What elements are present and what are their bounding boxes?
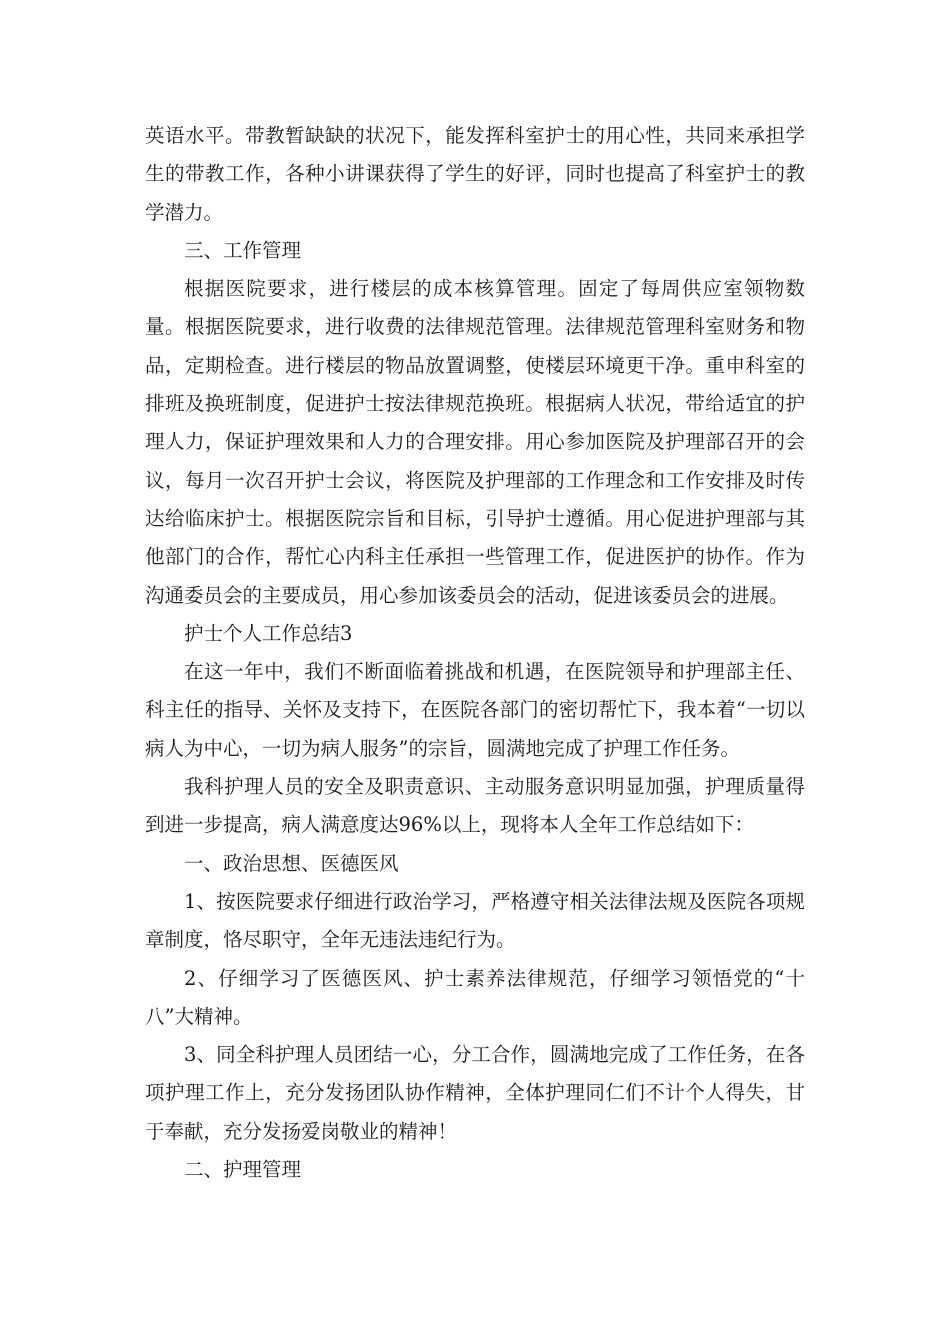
paragraph-work-management: 根据医院要求，进行楼层的成本核算管理。固定了每周供应室领物数量。根据医院要求，进行收费的法律规范管理。法律规范管理科室财务和物品，定期检查。进行楼层的物品放置调整，使楼层环境更干净。重申科室的排班及换班制度，促进护士按法律规范换班。根据病人状况，带给适宜的护理人力，保证护理效果和人力的合理安排。用心参加医院及护理部召开的会议，每月一次召开护士会议，将医院及护理部的工作理念和工作安排及时传达给临床护士。根据医院宗旨和目标，引导护士遵循。用心促进护理部与其他部门的合作，帮忙心内科主任承担一些管理工作，促进医护的协作。作为沟通委员会的主要成员，用心参加该委员会的活动，促进该委员会的进展。 <box>145 277 805 607</box>
section-heading-political-ethics: 一、政治思想、医德医风 <box>184 851 399 875</box>
list-item-1: 1、按医院要求仔细进行政治学习，严格遵守相关法律法规及医院各项规章制度，恪尽职守，全年无违法违纪行为。 <box>145 889 805 952</box>
document-body <box>145 117 805 1189</box>
paragraph-teaching-continued: 英语水平。带教暂缺缺的状况下，能发挥科室护士的用心性，共同来承担学生的带教工作，各种小讲课获得了学生的好评，同时也提高了科室护士的教学潜力。 <box>145 124 805 224</box>
paragraph-year-overview: 在这一年中，我们不断面临着挑战和机遇，在医院领导和护理部主任、科主任的指导、关怀及支持下，在医院各部门的密切帮忙下，我本着“一切以病人为中心，一切为病人服务”的宗旨，圆满地完成了护理工作任务。 <box>145 660 805 760</box>
list-item-3: 3、同全科护理人员团结一心，分工合作，圆满地完成了工作任务，在各项护理工作上，充分发扬团队协作精神，全体护理同仁们不计个人得失，甘于奉献，充分发扬爱岗敬业的精神！ <box>145 1043 805 1143</box>
list-item-2: 2、仔细学习了医德医风、护士素养法律规范，仔细学习领悟党的“十八”大精神。 <box>145 966 805 1028</box>
paragraph-quality-improvement: 我科护理人员的安全及职责意识、主动服务意识明显加强，护理质量得到进一步提高，病人满意度达96%以上，现将本人全年工作总结如下： <box>145 775 805 837</box>
section-heading-nursing-management: 二、护理管理 <box>184 1158 302 1182</box>
document-title-summary-3: 护士个人工作总结3 <box>184 621 353 645</box>
section-heading-work-management: 三、工作管理 <box>184 238 302 262</box>
